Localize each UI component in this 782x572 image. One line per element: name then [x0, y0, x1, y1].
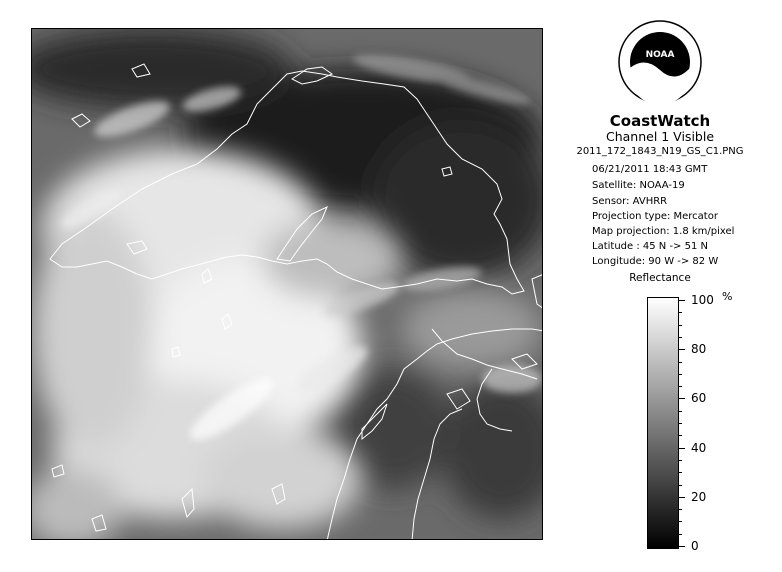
colorbar — [647, 297, 679, 549]
colorbar-minor-tick — [679, 435, 682, 436]
satellite-label: Satellite: NOAA-19 — [592, 180, 685, 191]
colorbar-title: Reflectance — [629, 272, 691, 284]
colorbar-tick-label: 0 — [691, 539, 699, 553]
colorbar-minor-tick — [679, 485, 682, 486]
image-filename: 2011_172_1843_N19_GS_C1.PNG — [576, 146, 744, 157]
colorbar-minor-tick — [679, 411, 682, 412]
colorbar-minor-tick — [679, 362, 682, 363]
noaa-logo-icon — [618, 20, 702, 104]
satellite-image-svg — [32, 29, 543, 540]
colorbar-unit: % — [722, 290, 733, 303]
colorbar-minor-tick — [679, 521, 682, 522]
colorbar-minor-tick — [679, 509, 682, 510]
colorbar-tick — [679, 448, 685, 449]
sensor-label: Sensor: AVHRR — [592, 196, 668, 207]
colorbar-tick — [679, 398, 685, 399]
app-title: CoastWatch — [609, 112, 711, 130]
noaa-logo-text: NOAA — [645, 50, 675, 60]
colorbar-tick — [679, 497, 685, 498]
colorbar-tick — [679, 300, 685, 301]
colorbar-tick — [679, 546, 685, 547]
projection-type-label: Projection type: Mercator — [592, 211, 718, 222]
colorbar-minor-tick — [679, 460, 682, 461]
colorbar-minor-tick — [679, 374, 682, 375]
colorbar-minor-tick — [679, 423, 682, 424]
datetime-label: 06/21/2011 18:43 GMT — [592, 164, 708, 175]
colorbar-minor-tick — [679, 325, 682, 326]
colorbar-minor-tick — [679, 386, 682, 387]
colorbar-tick-label: 20 — [691, 490, 707, 504]
latitude-label: Latitude : 45 N -> 51 N — [592, 241, 708, 252]
colorbar-tick-label: 60 — [691, 391, 707, 405]
channel-label: Channel 1 Visible — [605, 129, 715, 144]
longitude-label: Longitude: 90 W -> 82 W — [592, 256, 719, 267]
noaa-logo — [618, 20, 702, 104]
map-projection-label: Map projection: 1.8 km/pixel — [592, 226, 735, 237]
colorbar-tick-label: 100 — [691, 293, 714, 307]
colorbar-minor-tick — [679, 472, 682, 473]
colorbar-tick-label: 40 — [691, 441, 707, 455]
colorbar-tick-label: 80 — [691, 342, 707, 356]
satellite-image — [31, 28, 543, 540]
colorbar-tick — [679, 349, 685, 350]
colorbar-minor-tick — [679, 337, 682, 338]
colorbar-minor-tick — [679, 312, 682, 313]
colorbar-minor-tick — [679, 534, 682, 535]
